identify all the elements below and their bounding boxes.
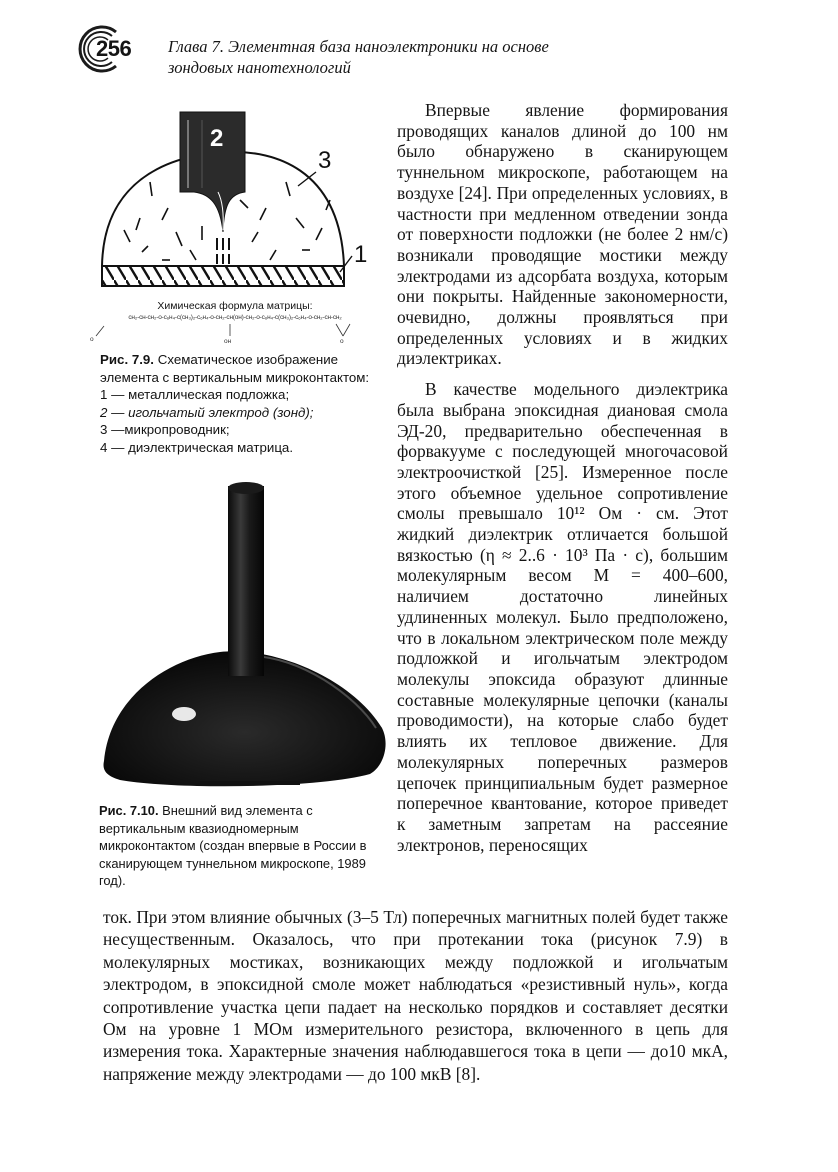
figure-7-10-photo	[100, 476, 390, 801]
body-paragraph: ток. При этом влияние обычных (3–5 Тл) поперечных магнитных полей будет также несущественным. Оказалось, что при протекании тока (рисунок 7.9) в молекулярных мостиках, возникающих между подложкой и игольчатым электродом, в эпоксидной смоле может наблюдаться «резистивный нуль», когда сопротивление участка цепи падает на несколько порядков и составляет десятки Ом на уровне 1 МОм измерительного резистора, включенного в цепь для измерения тока. Характерные значения наблюдавшегося тока в цепи — до10 мкА, напряжение между электродами — до 100 мкВ [8].	[103, 907, 728, 1084]
formula-bonds	[90, 322, 380, 352]
formula-substituents	[90, 322, 380, 352]
label-2: 2	[210, 125, 224, 152]
formula-sub-mid: он	[224, 338, 232, 345]
label-3: 3	[318, 147, 332, 174]
body-full-width	[103, 906, 728, 1085]
formula-sub-right: о	[340, 338, 344, 345]
figure-7-10-caption	[99, 802, 384, 890]
running-title: Глава 7. Элементная база наноэлектроники на основе зондовых нанотехнологий	[168, 37, 549, 77]
probe-rod	[228, 486, 264, 676]
caption-label: Рис. 7.10.	[99, 803, 159, 818]
legend-item: 3 —микропроводник;	[100, 422, 230, 437]
legend-item: 4 — диэлектрическая матрица.	[100, 439, 294, 455]
caption-label: Рис. 7.9.	[100, 352, 155, 367]
formula-chain: сн₂-сн-сн₂-о-с₆н₄-с(сн₃)₂-с₆н₄-о-сн₂-сн(он)-сн₂-о-с₆н₄-с(сн₃)₂-с₆н₄-о-сн₂-сн-сн₂	[128, 314, 342, 321]
legend-item: 2 — игольчатый электрод (зонд);	[100, 404, 314, 420]
page-number: 256	[96, 36, 132, 61]
caption-text: Внешний вид элемента с вертикальным квазиодномерным микроконтактом (создан впервые в России в сканирующем туннельном микроскопе, 1989 год).	[99, 803, 367, 888]
label-1: 1	[354, 241, 368, 268]
caption-text: Схематическое изображение элемента с вертикальным микроконтактом:	[100, 352, 370, 385]
metal-substrate	[102, 266, 344, 286]
formula-sub-left: о	[90, 336, 94, 343]
figure-7-9-caption	[100, 351, 385, 456]
body-right-column	[397, 100, 728, 855]
reflection-highlight	[172, 707, 196, 721]
body-paragraph: Впервые явление формирования проводящих каналов длиной до 100 нм было обнаружено в сканирующем туннельном микроскопе, работающем на воздухе [24]. При определенных условиях, в частности при медленном отведении зонда от поверхности подложки (не более 2 нм/с) возникали проводящие мостики между электродами из адсорбата воздуха, которым они покрыты. Найденные закономерности, очевидно, должны проявляться при определенных условиях и в жидких диэлектриках.	[397, 100, 728, 369]
body-paragraph: В качестве модельного диэлектрика была выбрана эпоксидная диановая смола ЭД-20, предварительно обеспеченная в форвакууме с последующей многочасовой электроочисткой [25]. Измеренное после этого объемное удельное сопротивление смолы превышало 10¹² Ом · см. Этот жидкий диэлектрик отличается большой вязкостью (η ≈ 2..6 · 10³ Па · с), большим молекулярным весом M = 400–600, наличием достаточно линейных удлиненных молекул. Было предположено, что в локальном электрическом поле между подложкой и игольчатым электродом молекулы эпоксида образуют длинные составные молекулярные цепочки (каналы проводимости), на которые слабо будет влиять их тепловое движение. Для молекулярных поперечных размеров цепочек принципиальным будет размерное поперечное квантование, которое приведет к заметным запретам на рассеяние электронов, переносящих	[397, 379, 728, 855]
formula-title: Химическая формула матрицы:	[157, 300, 313, 312]
legend-item: 1 — металлическая подложка;	[100, 387, 290, 402]
matrix-formula	[90, 300, 380, 352]
